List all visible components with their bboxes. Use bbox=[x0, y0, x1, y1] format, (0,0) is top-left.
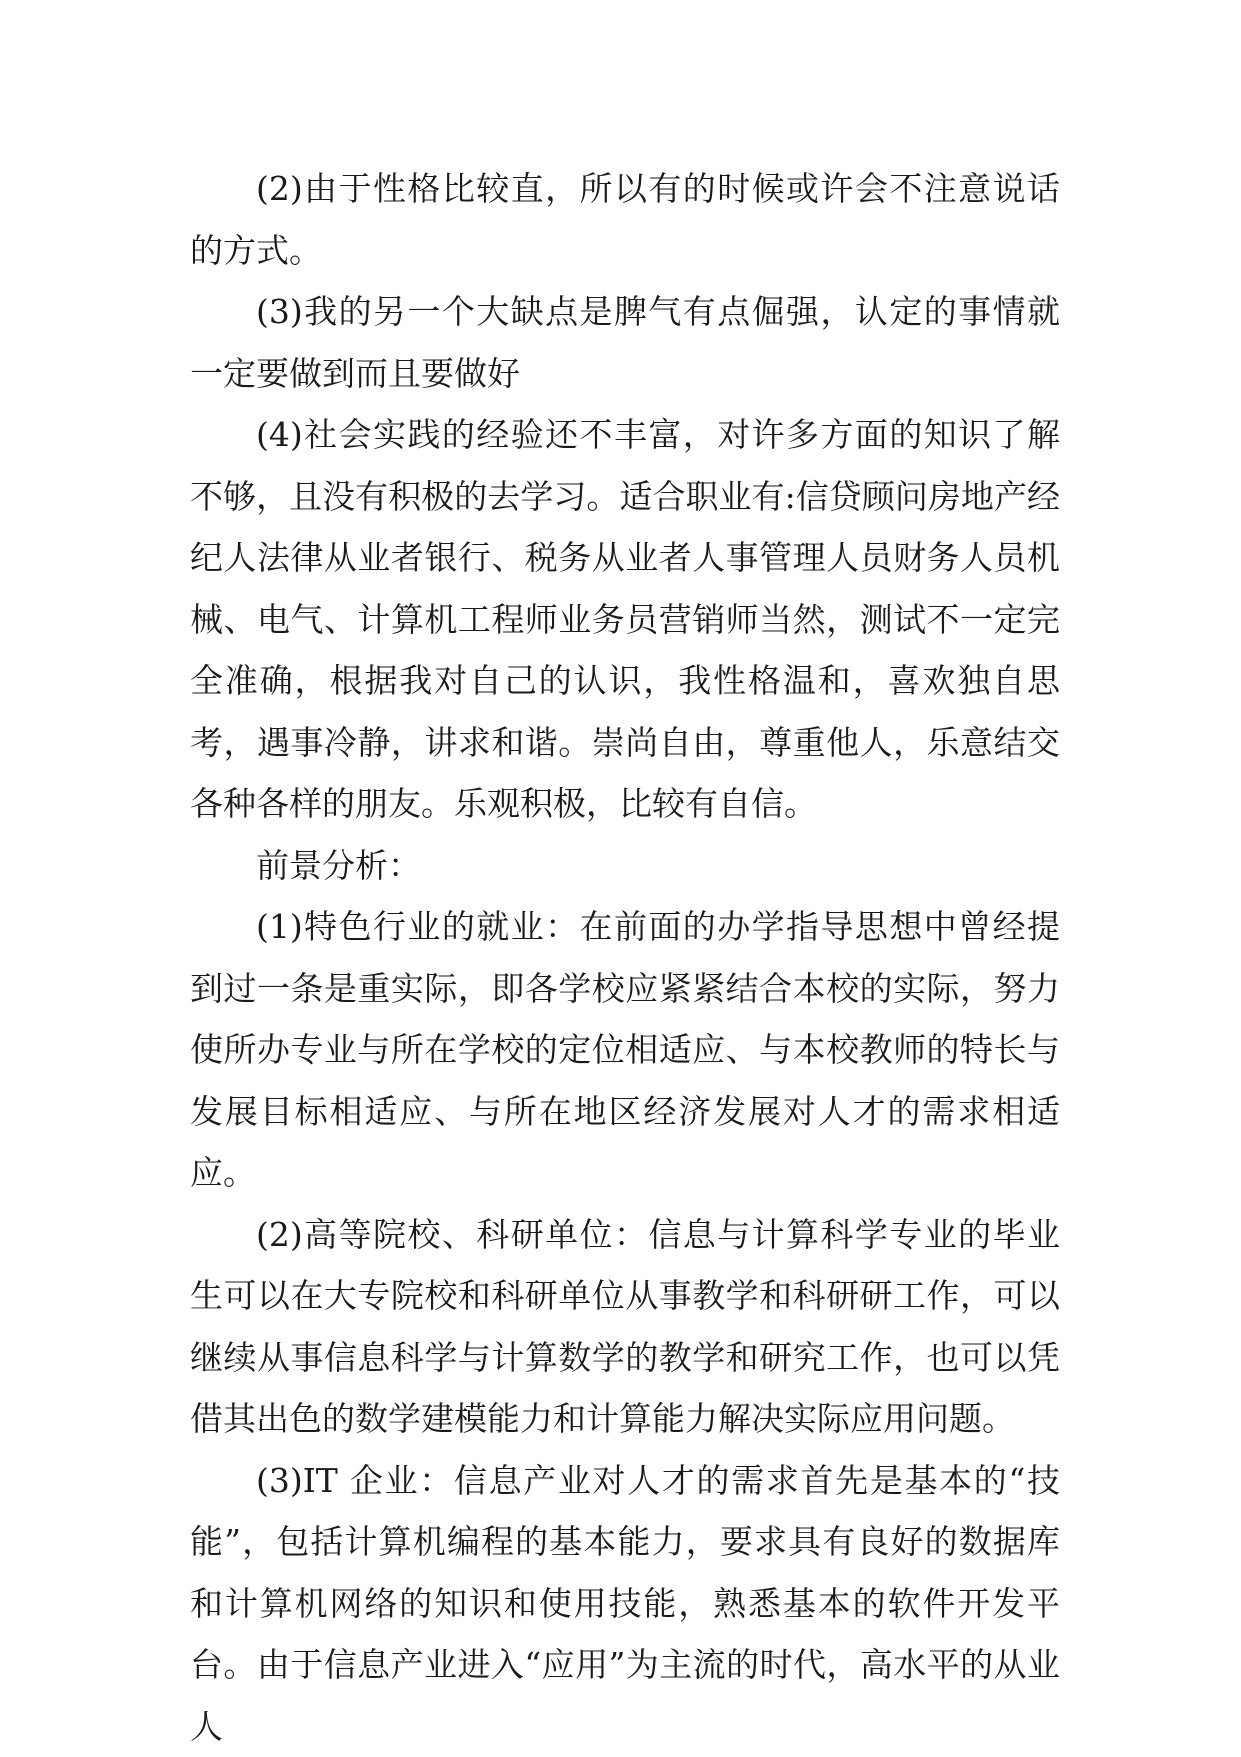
section-heading-prospect-analysis: 前景分析： bbox=[190, 835, 1060, 897]
document-page bbox=[190, 158, 1060, 1757]
paragraph-practice-experience-and-careers: (4)社会实践的经验还不丰富，对许多方面的知识了解不够，且没有积极的去学习。适合职业有:信贷顾问房地产经纪人法律从业者银行、税务从业者人事管理人员财务人员机械、电气、计算机工程师业务员营销师当然，测试不一定完全准确，根据我对自己的认识，我性格温和，喜欢独自思考，遇事冷静，讲求和谐。崇尚自由，尊重他人，乐意结交各种各样的朋友。乐观积极，比较有自信。 bbox=[190, 404, 1060, 835]
paragraph-it-enterprises: (3)IT 企业：信息产业对人才的需求首先是基本的“技能”，包括计算机编程的基本能力，要求具有良好的数据库和计算机网络的知识和使用技能，熟悉基本的软件开发平台。由于信息产业进入“应用”为主流的时代，高水平的从业人 bbox=[190, 1450, 1060, 1757]
paragraph-personality-directness: (2)由于性格比较直，所以有的时候或许会不注意说话的方式。 bbox=[190, 158, 1060, 281]
paragraph-specialty-industry-employment: (1)特色行业的就业：在前面的办学指导思想中曾经提到过一条是重实际，即各学校应紧紧结合本校的实际，努力使所办专业与所在学校的定位相适应、与本校教师的特长与发展目标相适应、与所在地区经济发展对人才的需求相适应。 bbox=[190, 896, 1060, 1204]
paragraph-stubbornness: (3)我的另一个大缺点是脾气有点倔强，认定的事情就一定要做到而且要做好 bbox=[190, 281, 1060, 404]
paragraph-universities-research: (2)高等院校、科研单位：信息与计算科学专业的毕业生可以在大专院校和科研单位从事教学和科研研工作，可以继续从事信息科学与计算数学的教学和研究工作，也可以凭借其出色的数学建模能力和计算能力解决实际应用问题。 bbox=[190, 1204, 1060, 1450]
